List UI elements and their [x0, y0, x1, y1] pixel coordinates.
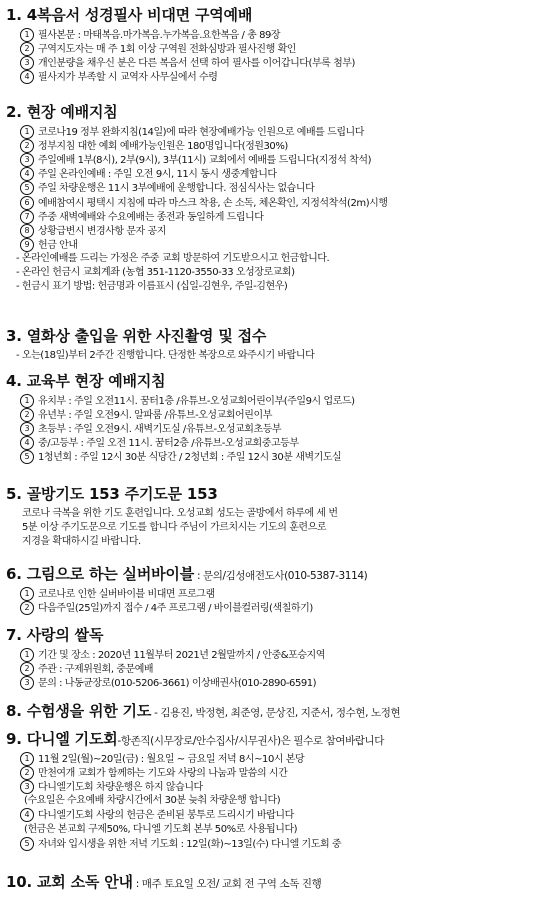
item-text: (수요일은 수요예배 차량시간에서 30분 늦춰 차량운행 합니다) — [24, 795, 281, 807]
section-heading — [6, 370, 165, 392]
list-item — [20, 394, 355, 409]
section-title: 6. 그림으로 하는 실버바이블 — [6, 565, 194, 583]
section-title: 3. 열화상 출입을 위한 사진촬영 및 접수 — [6, 327, 267, 345]
list-item — [20, 210, 263, 225]
section-heading — [6, 483, 218, 505]
list-item — [20, 42, 296, 57]
list-item — [22, 521, 326, 535]
section-heading — [6, 624, 103, 646]
item-text: 헌금 안내 — [38, 239, 78, 251]
section-title: 9. 다니엘 기도회 — [6, 730, 118, 748]
item-text: 코로나19 정부 완화지침(14일)에 따라 현장예배가능 인원으로 예배를 드립니다 — [38, 127, 364, 138]
item-text: - 온라인 헌금시 교회계좌 (농협 351-1120-3550-33 오성장로교회) — [16, 267, 295, 278]
section-title: 8. 수험생을 위한 기도 — [6, 702, 152, 720]
item-number-badge: 2 — [20, 662, 34, 676]
item-text: 필사지가 부족할 시 교역자 사무실에서 수령 — [38, 72, 218, 84]
item-text: 주일 온라인예배 : 주일 오전 9시, 11시 동시 생중계합니다 — [38, 169, 277, 181]
item-number-badge: 3 — [20, 780, 34, 794]
item-text: 다니엘기도회 사랑의 헌금은 준비된 봉투로 드리시기 바랍니다 — [38, 810, 294, 822]
item-number-badge: 2 — [20, 766, 34, 780]
list-item — [20, 139, 288, 154]
item-text: - 오는(18일)부터 2주간 진행합니다. 단정한 복장으로 와주시기 바랍니다 — [16, 350, 315, 361]
list-item — [20, 766, 287, 781]
list-item — [20, 28, 280, 43]
list-item — [16, 266, 295, 280]
list-item — [20, 436, 299, 451]
item-number-badge: 2 — [20, 139, 34, 153]
item-number-badge: 5 — [20, 181, 34, 195]
item-number-badge: 3 — [20, 153, 34, 167]
item-number-badge: 6 — [20, 196, 34, 210]
item-text: 주중 새벽예배와 수요예배는 종전과 동일하게 드립니다 — [38, 211, 264, 223]
item-text: 11월 2일(월)~20일(금) : 월요일 ~ 금요일 저녁 8시~10시 본당 — [38, 754, 305, 765]
list-item — [20, 196, 388, 211]
list-item — [20, 70, 217, 85]
item-number-badge: 1 — [20, 125, 34, 139]
section-heading — [6, 728, 384, 752]
item-number-badge: 1 — [20, 587, 34, 601]
list-item — [20, 167, 277, 182]
section-title: 7. 사랑의 쌀독 — [6, 626, 104, 644]
item-text: 예배참여시 평택시 지침에 따라 마스크 착용, 손 소독, 체온확인, 지정석착석(2m)시행 — [38, 197, 388, 209]
item-text: 정부지침 대한 예회 예배가능인원은 180명입니다(정원30%) — [38, 141, 288, 153]
item-number-badge: 9 — [20, 238, 34, 252]
item-text: 중/고등부 : 주일 오전 11시. 꿈터2층 /유튜브-오성교회중고등부 — [38, 438, 299, 450]
item-text: 개인분량을 채우신 분은 다른 복음서 선택 하여 필사를 이어갑니다(부록 첨부) — [38, 58, 355, 70]
item-text: (헌금은 본교회 구제50%, 다니엘 기도회 본부 50%로 사용됩니다) — [24, 823, 298, 835]
item-number-badge: 1 — [20, 394, 34, 408]
item-text: 다니엘기도회 차량운행은 하지 않습니다 — [38, 782, 203, 794]
section-note: : 문의/김성애전도사(010-5387-3114) — [194, 570, 368, 582]
list-item — [20, 648, 325, 663]
list-item — [20, 662, 153, 677]
list-item — [16, 252, 329, 266]
list-item — [24, 823, 297, 837]
section-note: : 매주 토요일 오전/ 교회 전 구역 소독 진행 — [132, 878, 322, 890]
item-number-badge: 3 — [20, 56, 34, 70]
item-number-badge: 5 — [20, 450, 34, 464]
item-number-badge: 1 — [20, 28, 34, 42]
item-text: 구역지도자는 매 주 1회 이상 구역원 전화심방과 필사진행 확인 — [38, 44, 296, 56]
item-number-badge: 1 — [20, 752, 34, 766]
list-item — [20, 238, 78, 253]
item-number-badge: 1 — [20, 648, 34, 662]
item-text: 코로나 극복을 위한 기도 훈련입니다. 오성교회 성도는 골방에서 하루에 세 번 — [22, 508, 338, 519]
section-title: 2. 현장 예배지침 — [6, 103, 118, 121]
item-number-badge: 7 — [20, 210, 34, 224]
section-heading — [6, 4, 252, 26]
list-item — [20, 224, 166, 239]
section-title: 10. 교회 소독 안내 — [6, 873, 133, 891]
section-heading — [6, 871, 321, 895]
list-item — [20, 125, 364, 140]
list-item — [24, 794, 280, 808]
item-number-badge: 2 — [20, 42, 34, 56]
item-text: - 온라인예배를 드리는 가정은 주중 교회 방문하여 기도받으시고 헌금합니다. — [16, 252, 330, 264]
item-text: 주일예배 1부(8시), 2부(9시), 3부(11시) 교회에서 예배를 드립니다(지정석 착석) — [38, 155, 372, 167]
list-item — [20, 837, 341, 852]
list-item — [16, 349, 314, 363]
item-number-badge: 5 — [20, 837, 34, 851]
section-heading — [6, 563, 367, 587]
list-item — [20, 587, 215, 602]
item-text: 다음주일(25일)까지 접수 / 4주 프로그램 / 바이블컬러링(색칠하기) — [38, 603, 313, 615]
item-number-badge: 4 — [20, 167, 34, 181]
list-item — [22, 507, 338, 521]
item-number-badge: 4 — [20, 436, 34, 450]
list-item — [20, 422, 281, 437]
item-text: 유년부 : 주일 오전9시. 알파룸 /유튜브-오성교회어린이부 — [38, 410, 272, 422]
item-text: 주관 : 구제위원회, 중문예배 — [38, 664, 154, 676]
section-heading — [6, 325, 266, 347]
item-text: 상황급변시 변경사항 문자 공지 — [38, 225, 166, 237]
item-number-badge: 3 — [20, 422, 34, 436]
list-item — [20, 56, 355, 71]
item-text: 문의 : 나동균장로(010-5206-3661) 이상배권사(010-2890-6591) — [38, 678, 317, 690]
section-title: 4. 교육부 현장 예배지침 — [6, 372, 166, 390]
list-item — [20, 808, 294, 823]
item-text: 만천여개 교회가 함께하는 기도와 사랑의 나눔과 말씀의 시간 — [38, 768, 288, 780]
item-number-badge: 8 — [20, 224, 34, 238]
item-text: 1청년회 : 주일 12시 30분 식당간 / 2청년회 : 주일 12시 30분 새벽기도실 — [38, 452, 342, 464]
item-text: 주일 차량운행은 11시 3부예배에 운행합니다. 점심식사는 없습니다 — [38, 183, 315, 195]
section-heading — [6, 101, 118, 123]
item-text: 코로나로 인한 실버바이블 비대면 프로그램 — [38, 589, 215, 600]
item-text: 기간 및 장소 : 2020년 11월부터 2021년 2월말까지 / 안중&포승지역 — [38, 650, 325, 661]
item-number-badge: 2 — [20, 408, 34, 422]
list-item — [20, 601, 313, 616]
section-note: - 김용진, 박정현, 최준영, 문상진, 지준서, 정수현, 노정현 — [151, 707, 401, 719]
item-text: 유치부 : 주일 오전11시. 꿈터1층 /유튜브-오성교회어린이부(주일9시 업로드) — [38, 396, 355, 407]
section-note: -항존직(시무장로/안수집사/시무권사)은 필수로 참여바랍니다 — [117, 735, 385, 747]
item-text: 5분 이상 주기도문으로 기도를 합니다 주님이 가르치시는 기도의 훈련으로 — [22, 522, 327, 534]
list-item — [20, 153, 371, 168]
item-text: 필사본문 : 마태복음.마가복음.누가복음.요한복음 / 총 89장 — [38, 30, 281, 41]
list-item — [22, 535, 141, 549]
list-item — [20, 450, 341, 465]
item-number-badge: 2 — [20, 601, 34, 615]
section-title: 5. 골방기도 153 주기도문 153 — [6, 485, 218, 503]
item-text: 초등부 : 주일 오전9시. 새벽기도실 /유튜브-오성교회초등부 — [38, 424, 282, 436]
list-item — [20, 752, 304, 767]
item-number-badge: 4 — [20, 808, 34, 822]
item-text: 지경을 확대하시길 바랍니다. — [22, 536, 141, 548]
section-heading — [6, 700, 400, 724]
item-number-badge: 3 — [20, 676, 34, 690]
list-item — [20, 780, 203, 795]
item-text: 자녀와 입시생을 위한 저녁 기도회 : 12일(화)~13일(수) 다니엘 기도회 중 — [38, 838, 342, 850]
list-item — [20, 408, 272, 423]
item-number-badge: 4 — [20, 70, 34, 84]
list-item — [20, 676, 316, 691]
item-text: - 헌금시 표기 방법: 헌금명과 이름표시 (십일-김현우, 주일-김현우) — [16, 281, 288, 293]
section-title: 1. 4복음서 성경필사 비대면 구역예배 — [6, 6, 253, 24]
list-item — [16, 280, 287, 294]
list-item — [20, 181, 314, 196]
